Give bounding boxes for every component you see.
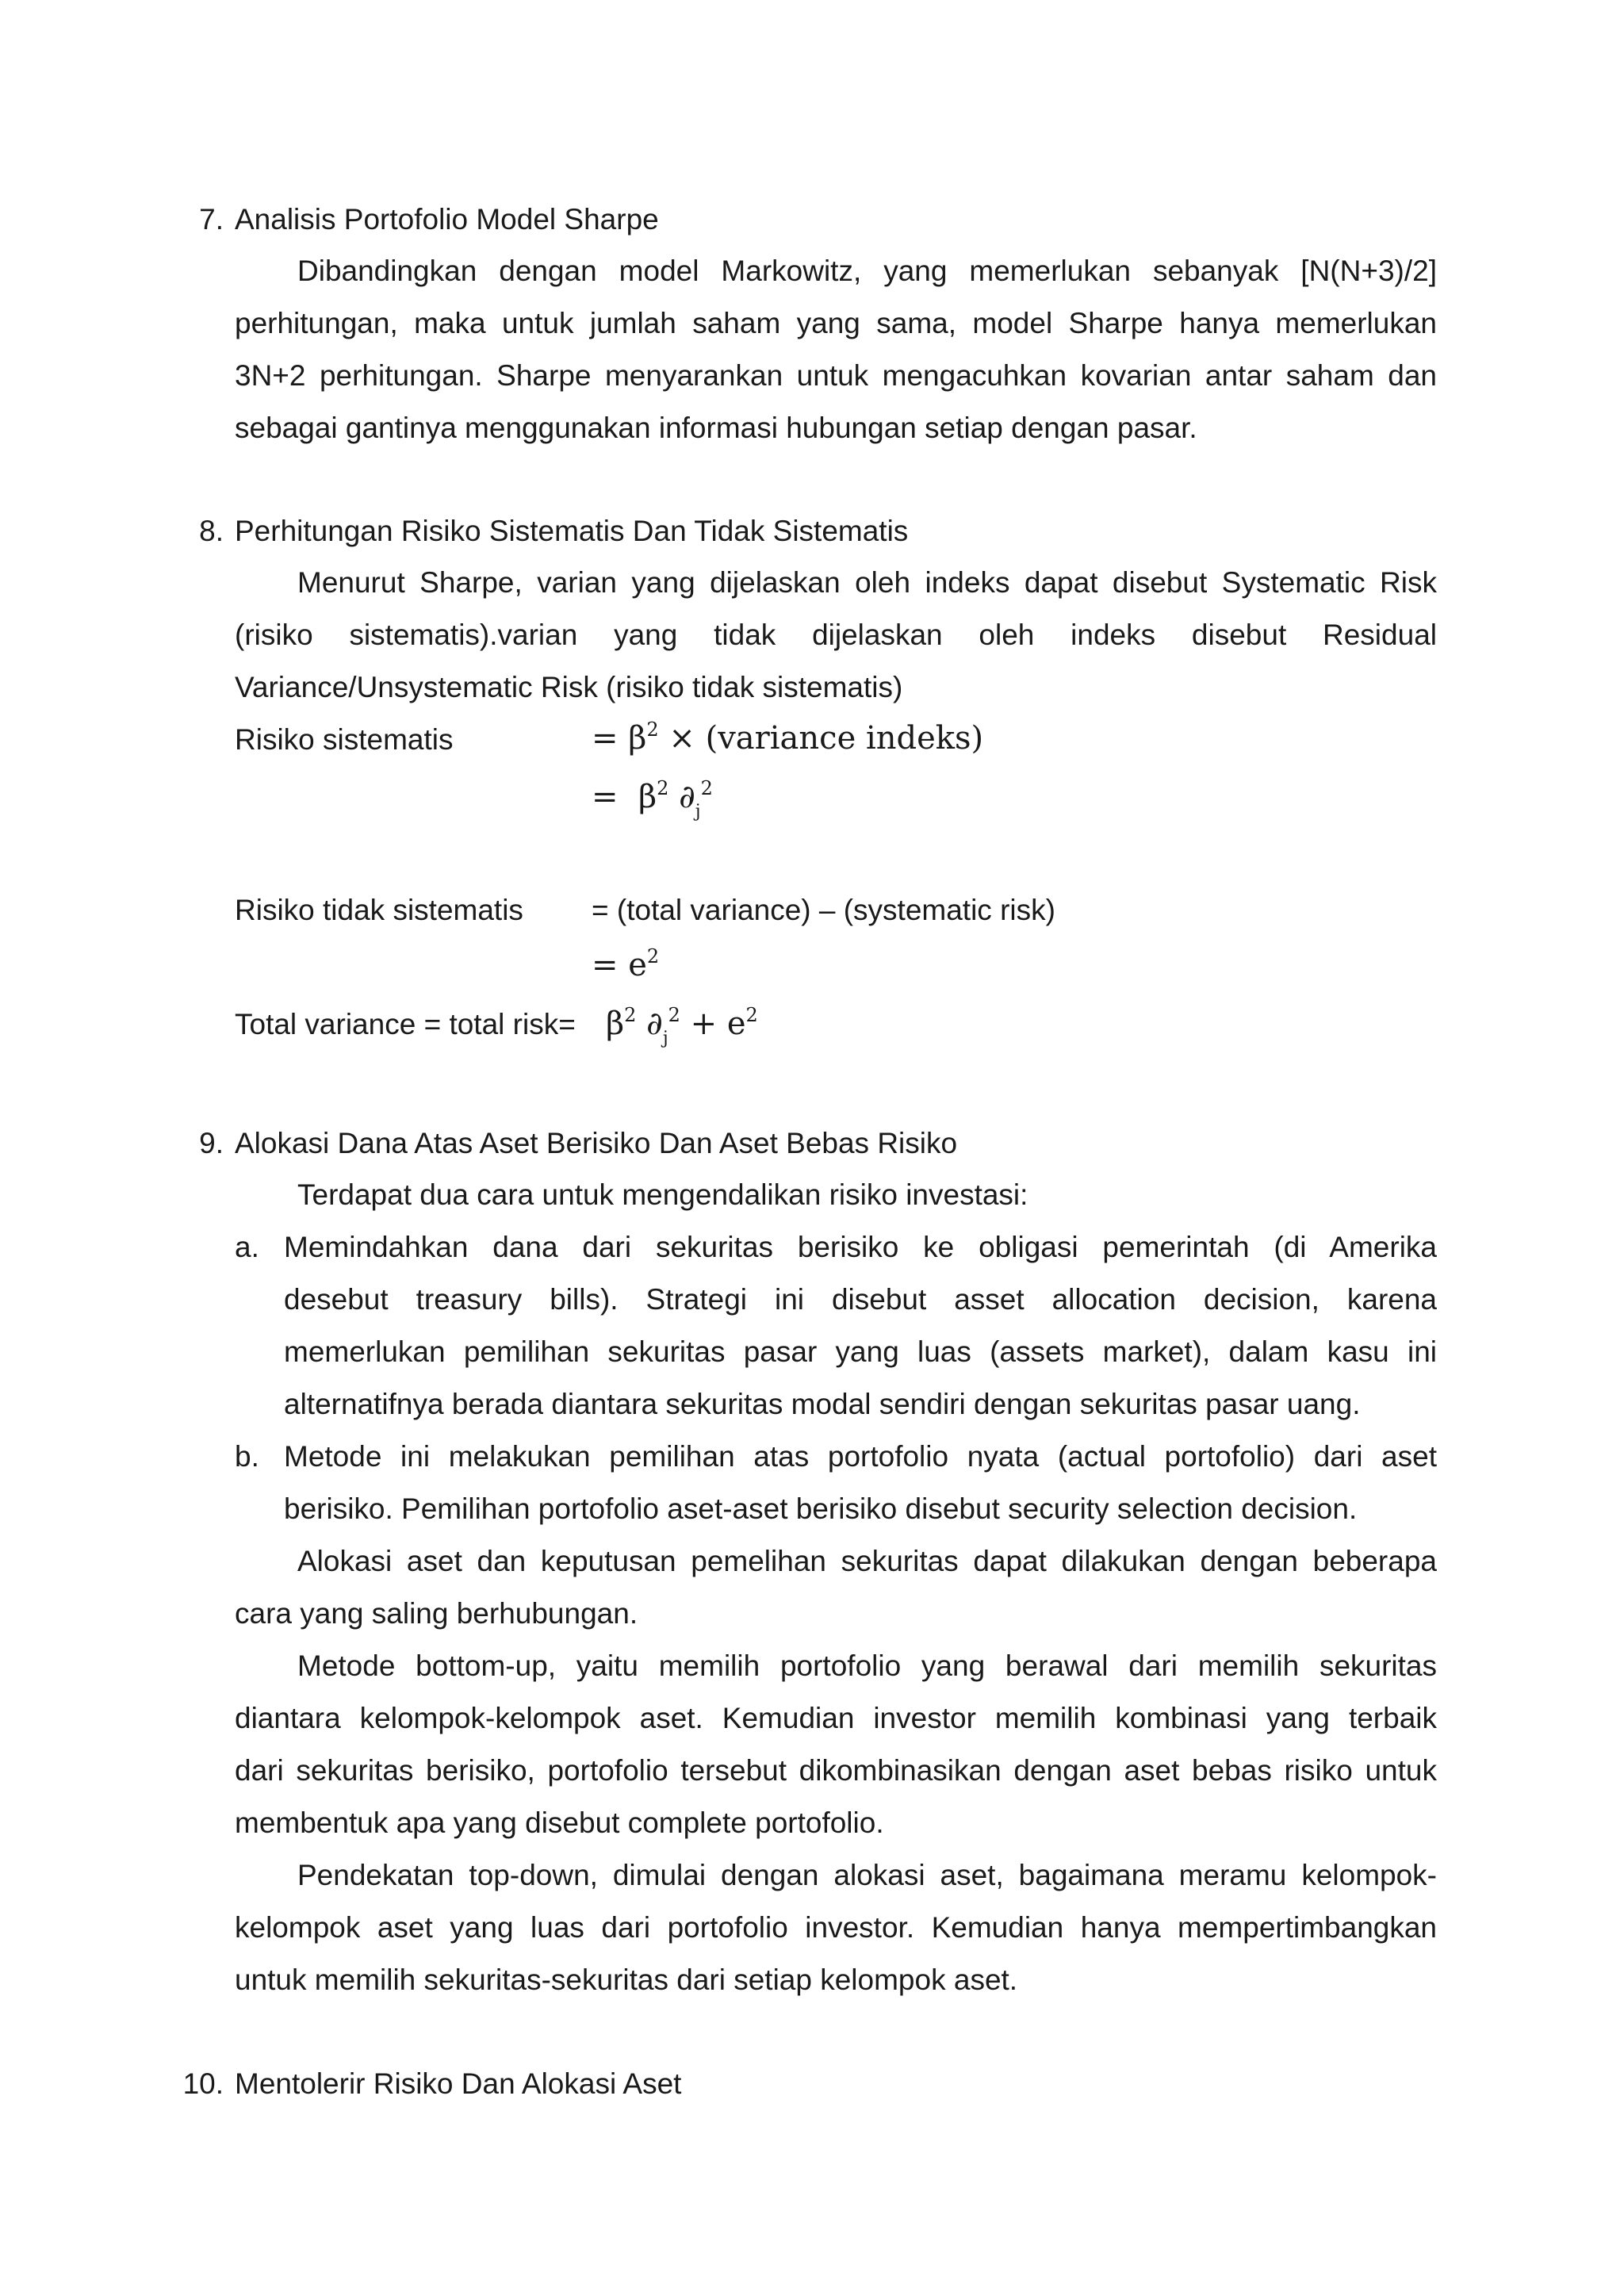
section-7-line-1: Dibandingkan dengan model Markowitz, yang memerlukan sebanyak [N(N+3)/2] bbox=[297, 255, 1437, 287]
item-a-marker: a. bbox=[235, 1231, 259, 1263]
section-8-line-2: (risiko sistematis).varian yang tidak dijelaskan oleh indeks disebut Residual bbox=[235, 619, 1437, 651]
section-9-title: Alokasi Dana Atas Aset Berisiko Dan Aset Bebas Risiko bbox=[235, 1127, 958, 1159]
total-variance-formula: $\beta^2$ $\partial_j^2 + e^2$ bbox=[606, 1004, 758, 1048]
item-a-line-1: Memindahkan dana dari sekuritas berisiko ke obligasi pemerintah (di Amerika bbox=[284, 1231, 1437, 1263]
item-b-line-2: berisiko. Pemilihan portofolio aset-aset berisiko disebut security selection decision. bbox=[284, 1492, 1358, 1525]
para-2-line-1: Metode bottom-up, yaitu memilih portofolio yang berawal dari memilih sekuritas bbox=[297, 1649, 1437, 1682]
unsystematic-risk-label: Risiko tidak sistematis bbox=[235, 894, 523, 926]
section-7-line-4: sebagai gantinya menggunakan informasi hubungan setiap dengan pasar. bbox=[235, 412, 1197, 444]
para-3-line-1: Pendekatan top-down, dimulai dengan alokasi aset, bagaimana meramu kelompok- bbox=[297, 1859, 1437, 1891]
section-10-title: Mentolerir Risiko Dan Alokasi Aset bbox=[235, 2067, 682, 2100]
systematic-risk-label: Risiko sistematis bbox=[235, 723, 454, 756]
systematic-risk-formula-2: = $\beta^2$ $\partial_j^2$ bbox=[592, 777, 713, 822]
para-3-line-3: untuk memilih sekuritas-sekuritas dari setiap kelompok aset. bbox=[235, 1964, 1018, 1996]
section-9-intro: Terdapat dua cara untuk mengendalikan risiko investasi: bbox=[297, 1178, 1028, 1211]
section-9-number: 9. bbox=[199, 1127, 224, 1159]
section-7-number: 7. bbox=[199, 203, 224, 236]
section-8-line-3: Variance/Unsystematic Risk (risiko tidak sistematis) bbox=[235, 671, 903, 703]
para-1-line-2: cara yang saling berhubungan. bbox=[235, 1597, 638, 1630]
item-b-line-1: Metode ini melakukan pemilihan atas portofolio nyata (actual portofolio) dari aset bbox=[284, 1440, 1437, 1473]
total-variance-label: Total variance = total risk= bbox=[235, 1008, 576, 1040]
unsystematic-risk-formula-1: = (total variance) – (systematic risk) bbox=[592, 894, 1055, 926]
para-2-line-2: diantara kelompok-kelompok aset. Kemudian investor memilih kombinasi yang terbaik bbox=[235, 1702, 1437, 1734]
unsystematic-risk-formula-2: = $e^2$ bbox=[592, 945, 660, 983]
item-b-marker: b. bbox=[235, 1440, 259, 1473]
systematic-risk-formula-1: = $\beta^2$ × (variance indeks) bbox=[592, 718, 984, 757]
para-1-line-1: Alokasi aset dan keputusan pemelihan sekuritas dapat dilakukan dengan beberapa bbox=[297, 1545, 1437, 1577]
section-7-line-2: perhitungan, maka untuk jumlah saham yang sama, model Sharpe hanya memerlukan bbox=[235, 307, 1437, 339]
item-a-line-4: alternatifnya berada diantara sekuritas modal sendiri dengan sekuritas pasar uang. bbox=[284, 1388, 1361, 1420]
section-7-line-3: 3N+2 perhitungan. Sharpe menyarankan untuk mengacuhkan kovarian antar saham dan bbox=[235, 359, 1437, 392]
section-8-line-1: Menurut Sharpe, varian yang dijelaskan oleh indeks dapat disebut Systematic Risk bbox=[297, 566, 1437, 599]
para-2-line-3: dari sekuritas berisiko, portofolio tersebut dikombinasikan dengan aset bebas risiko untuk bbox=[235, 1754, 1437, 1787]
item-a-line-3: memerlukan pemilihan sekuritas pasar yang luas (assets market), dalam kasu ini bbox=[284, 1335, 1437, 1368]
item-a-line-2: desebut treasury bills). Strategi ini disebut asset allocation decision, karena bbox=[284, 1283, 1437, 1316]
section-8-number: 8. bbox=[199, 515, 224, 547]
section-10-number: 10. bbox=[182, 2067, 224, 2100]
section-8-title: Perhitungan Risiko Sistematis Dan Tidak Sistematis bbox=[235, 515, 909, 547]
para-2-line-4: membentuk apa yang disebut complete portofolio. bbox=[235, 1806, 884, 1839]
section-7-title: Analisis Portofolio Model Sharpe bbox=[235, 203, 659, 236]
para-3-line-2: kelompok aset yang luas dari portofolio investor. Kemudian hanya mempertimbangkan bbox=[235, 1911, 1437, 1944]
